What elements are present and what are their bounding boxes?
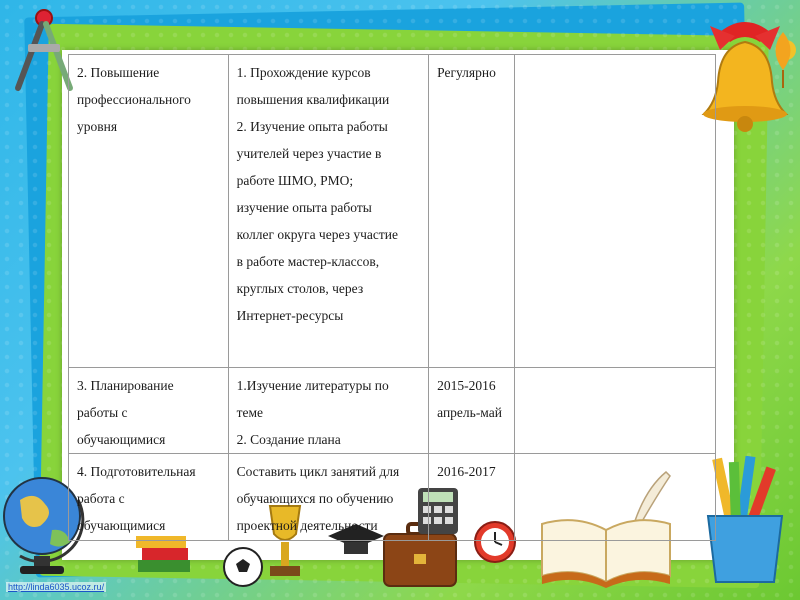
cell-text-line: изучение опыта работы bbox=[236, 200, 372, 215]
cell-activities bbox=[228, 55, 429, 368]
cell-text-line: 2. Создание плана bbox=[236, 432, 341, 447]
cell-text-line: работы с bbox=[77, 405, 128, 420]
cell-text-line: Интернет-ресурсы bbox=[236, 308, 344, 323]
cell-direction bbox=[69, 55, 229, 368]
cell-text-line: повышения квалификации bbox=[236, 92, 390, 107]
cell-direction bbox=[69, 368, 229, 454]
cell-text-line: теме bbox=[236, 405, 264, 420]
cell-timing bbox=[429, 55, 515, 368]
cell-text-line: проектной деятельности bbox=[236, 518, 378, 533]
cell-text-line: 2016-2017 bbox=[437, 464, 496, 479]
cell-text-line: работе ШМО, РМО; bbox=[236, 173, 354, 188]
cell-text-line: обучающимися bbox=[77, 432, 166, 447]
cell-notes bbox=[515, 55, 716, 368]
cell-text-line: 2. Изучение опыта работы bbox=[236, 119, 388, 134]
cell-activities bbox=[228, 454, 429, 541]
cell-notes bbox=[515, 368, 716, 454]
cell-text-line: круглых столов, через bbox=[236, 281, 364, 296]
cell-text-line: 1. Прохождение курсов bbox=[236, 65, 371, 80]
cell-text-line: учителей через участие в bbox=[236, 146, 382, 161]
cell-text-line: профессионального bbox=[77, 92, 191, 107]
cell-text-line: 2. Повышение bbox=[77, 65, 160, 80]
cell-text-line: в работе мастер-классов, bbox=[236, 254, 380, 269]
leaf-icon bbox=[766, 30, 800, 90]
cell-notes bbox=[515, 454, 716, 541]
cell-text-line: обучающимися bbox=[77, 518, 166, 533]
cell-text-line: работа с bbox=[77, 491, 125, 506]
cell-text-line: Составить цикл занятий для bbox=[236, 464, 400, 479]
cell-text-line: уровня bbox=[77, 119, 118, 134]
cell-text-line: 4. Подготовительная bbox=[77, 464, 196, 479]
cell-timing bbox=[429, 454, 515, 541]
cell-text-line: 3. Планирование bbox=[77, 378, 174, 393]
cell-text-line: обучающихся по обучению bbox=[236, 491, 394, 506]
cell-text-line: коллег округа через участие bbox=[236, 227, 398, 242]
table-row bbox=[69, 368, 716, 454]
cell-text-line: Регулярно bbox=[437, 65, 496, 80]
cell-text-line: 1.Изучение литературы по bbox=[236, 378, 389, 393]
cell-timing bbox=[429, 368, 515, 454]
soccer-ball-icon bbox=[222, 546, 264, 588]
cell-text-line: апрель-май bbox=[437, 405, 502, 420]
cell-direction bbox=[69, 454, 229, 541]
work-plan-table bbox=[68, 54, 716, 541]
table-row bbox=[69, 55, 716, 368]
source-link[interactable]: http://linda6035.ucoz.ru/ bbox=[8, 582, 105, 592]
table-row bbox=[69, 454, 716, 541]
cell-text-line: 2015-2016 bbox=[437, 378, 496, 393]
cell-activities bbox=[228, 368, 429, 454]
